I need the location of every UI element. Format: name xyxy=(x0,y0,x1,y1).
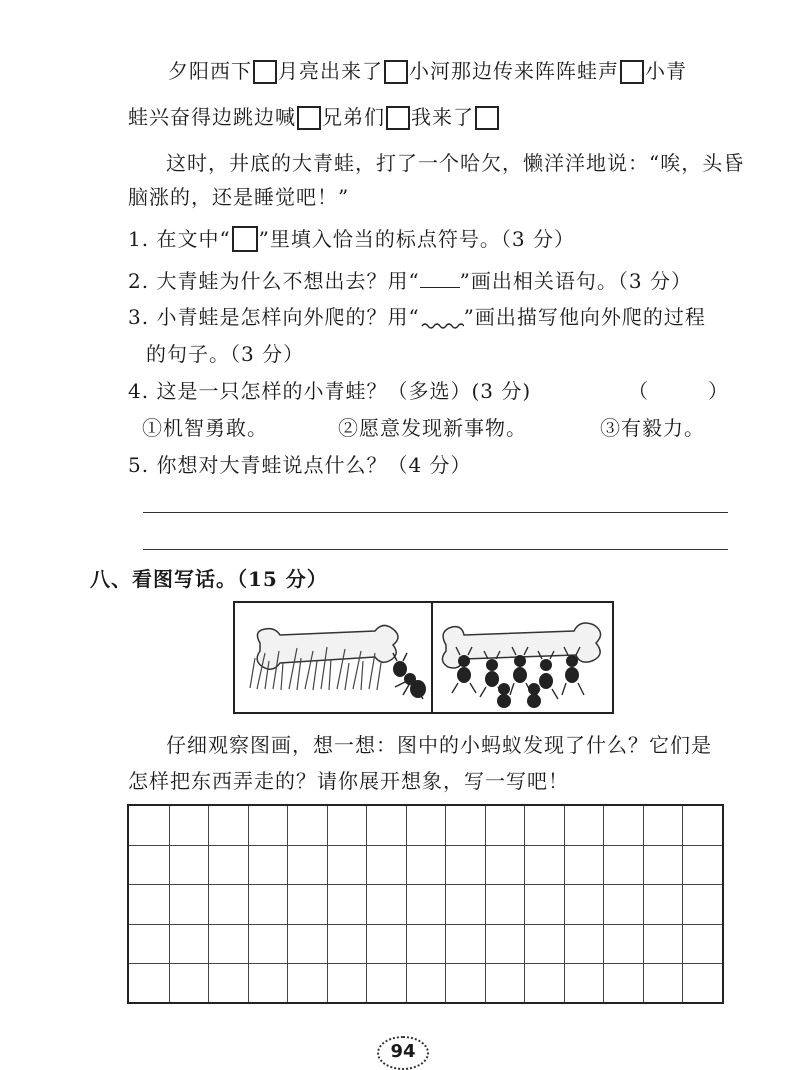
grid-col-line xyxy=(485,806,486,1002)
grid-col-line xyxy=(682,806,683,1002)
question-text: 4. 这是一只怎样的小青蛙？（多选）(3 分) xyxy=(128,379,532,403)
grid-row-line xyxy=(129,963,722,964)
grid-col-line xyxy=(208,806,209,1002)
grid-col-line xyxy=(287,806,288,1002)
writing-grid[interactable] xyxy=(127,804,724,1004)
question-text: 3. 小青蛙是怎样向外爬的？用“ xyxy=(128,305,420,329)
question-text: 的句子。（3 分） xyxy=(146,342,305,366)
question-text: ”里填入恰当的标点符号。（3 分） xyxy=(258,227,575,251)
section-heading: 八、看图写话。（15 分） xyxy=(90,567,328,591)
grid-row-line xyxy=(129,924,722,925)
grid-col-line xyxy=(406,806,407,1002)
option-1[interactable]: ①机智勇敢。 xyxy=(142,416,268,440)
punctuation-box[interactable] xyxy=(384,60,408,84)
passage-text: 脑涨的，还是睡觉吧！” xyxy=(128,185,350,209)
grid-col-line xyxy=(603,806,604,1002)
answer-line[interactable] xyxy=(143,549,728,550)
question-2 xyxy=(128,268,692,294)
passage-text: 月亮出来了 xyxy=(278,59,383,83)
grid-col-line xyxy=(169,806,170,1002)
writing-prompt-1: 仔细观察图画，想一想：图中的小蚂蚁发现了什么？它们是 xyxy=(166,733,712,757)
passage-line-4 xyxy=(128,184,349,210)
question-text: 1. 在文中“ xyxy=(128,227,231,251)
writing-prompt-2: 怎样把东西弄走的？请你展开想象，写一写吧！ xyxy=(128,769,569,793)
grid-col-line xyxy=(524,806,525,1002)
grid-col-line xyxy=(327,806,328,1002)
question-5 xyxy=(128,452,472,478)
question-text: ”画出相关语句。（3 分） xyxy=(459,269,692,293)
grid-col-line xyxy=(445,806,446,1002)
ant-finds-bone-illustration xyxy=(235,603,430,712)
page-number: 94 xyxy=(377,1036,429,1070)
question-text: 2. 大青蛙为什么不想出去？用“ xyxy=(128,269,420,293)
passage-text: 夕阳西下 xyxy=(168,59,252,83)
question-3 xyxy=(128,304,706,330)
passage-text: 我来了 xyxy=(411,105,474,129)
question-text: 5. 你想对大青蛙说点什么？（4 分） xyxy=(128,453,472,477)
passage-text: 这时，井底的大青蛙，打了一个哈欠，懒洋洋地说：“唉，头昏 xyxy=(166,151,745,175)
question-1 xyxy=(128,226,575,252)
passage-text: 蛙兴奋得边跳边喊 xyxy=(128,105,296,129)
punctuation-box[interactable] xyxy=(386,106,410,130)
passage-text: 小青 xyxy=(645,59,687,83)
option-3[interactable]: ③有毅力。 xyxy=(600,416,705,440)
answer-paren-close: ） xyxy=(708,379,729,403)
straight-underline-sample xyxy=(420,269,460,288)
punctuation-box[interactable] xyxy=(475,106,499,130)
passage-text: 小河那边传来阵阵蛙声 xyxy=(409,59,619,83)
grid-col-line xyxy=(248,806,249,1002)
answer-paren-open: （ xyxy=(628,379,649,403)
grid-col-line xyxy=(366,806,367,1002)
grid-row-line xyxy=(129,884,722,885)
question-4 xyxy=(128,378,531,404)
grid-row-line xyxy=(129,845,722,846)
passage-line-1 xyxy=(168,58,687,84)
answer-line[interactable] xyxy=(143,512,728,513)
grid-col-line xyxy=(643,806,644,1002)
punctuation-box[interactable] xyxy=(297,106,321,130)
option-2[interactable]: ②愿意发现新事物。 xyxy=(338,416,527,440)
punctuation-box[interactable] xyxy=(253,60,277,84)
passage-line-3 xyxy=(166,150,744,176)
sample-box xyxy=(232,226,258,252)
question-3-cont xyxy=(146,341,304,367)
passage-text: 兄弟们 xyxy=(322,105,385,129)
passage-line-2 xyxy=(128,104,500,130)
ants-carry-bone-illustration xyxy=(434,603,612,712)
punctuation-box[interactable] xyxy=(620,60,644,84)
picture-divider xyxy=(431,601,433,714)
wavy-underline-sample xyxy=(420,312,464,330)
grid-col-line xyxy=(564,806,565,1002)
question-text: ”画出描写他向外爬的过程 xyxy=(463,305,706,329)
